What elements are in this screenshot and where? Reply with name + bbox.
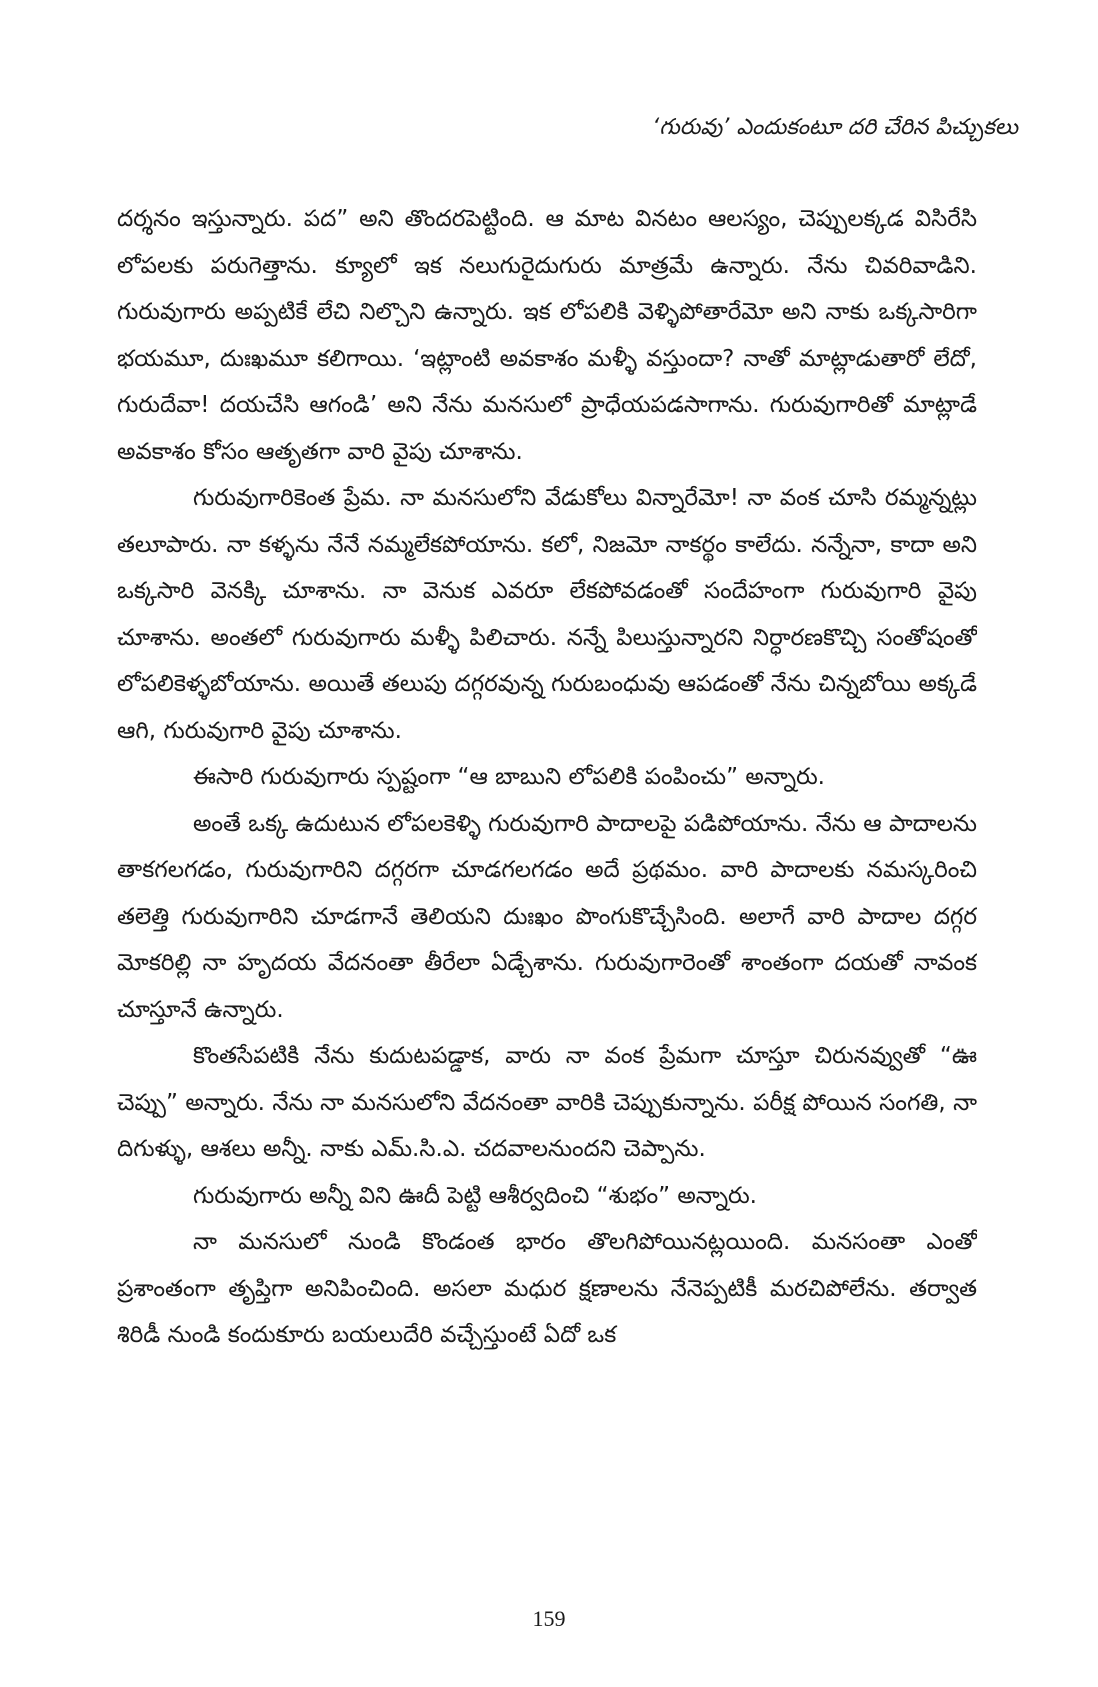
body-text bbox=[117, 196, 977, 1556]
page-number: 159 bbox=[532, 1606, 566, 1631]
paragraph: గురువుగారు అన్నీ విని ఊదీ పెట్టి ఆశీర్వదించి “శుభం” అన్నారు. bbox=[193, 1182, 757, 1209]
paragraph: దర్శనం ఇస్తున్నారు. పద” అని తొందరపెట్టింది. ఆ మాట వినటం ఆలస్యం, చెప్పులక్కడ విసిరేసి లోపలకు పరుగెత్తాను. క్యూలో ఇక నలుగురైదుగురు మాత్రమే ఉన్నారు. నేను చివరివాడిని. గురువుగారు అప్పటికే లేచి నిల్చొని ఉన్నారు. ఇక లోపలికి వెళ్ళిపోతారేమో అని నాకు ఒక్కసారిగా భయమూ, దుఃఖమూ కలిగాయి. ‘ఇట్లాంటి అవకాశం మళ్ళీ వస్తుందా? నాతో మాట్లాడుతారో లేదో, గురుదేవా! దయచేసి ఆగండి’ అని నేను మనసులో ప్రాధేయపడసాగాను. గురువుగారితో మాట్లాడే అవకాశం కోసం ఆతృతగా వారి వైపు చూశాను. bbox=[117, 206, 977, 465]
paragraph: అంతే ఒక్క ఉదుటున లోపలకెళ్ళి గురువుగారి పాదాలపై పడిపోయాను. నేను ఆ పాదాలను తాకగలగడం, గురువుగారిని దగ్గరగా చూడగలగడం అదే ప్రథమం. వారి పాదాలకు నమస్కరించి తలెత్తి గురువుగారిని చూడగానే తెలియని దుఃఖం పొంగుకొచ్చేసింది. అలాగే వారి పాదాల దగ్గర మోకరిల్లి నా హృదయ వేదనంతా తీరేలా ఏడ్చేశాను. గురువుగారెంతో శాంతంగా దయతో నావంక చూస్తూనే ఉన్నారు. bbox=[117, 810, 977, 1023]
paragraph: నా మనసులో నుండి కొండంత భారం తొలగిపోయినట్లయింది. మనసంతా ఎంతో ప్రశాంతంగా తృప్తిగా అనిపించింది. అసలా మధుర క్షణాలను నేనెప్పటికీ మరచిపోలేను. తర్వాత శిరిడీ నుండి కందుకూరు బయలుదేరి వచ్చేస్తుంటే ఏదో ఒక bbox=[117, 1229, 977, 1348]
running-header: ‘గురువు’ ఎందుకంటూ దరి చేరిన పిచ్చుకలు bbox=[652, 115, 1018, 140]
paragraph: కొంతసేపటికి నేను కుదుటపడ్డాక, వారు నా వంక ప్రేమగా చూస్తూ చిరునవ్వుతో “ఊ చెప్పు” అన్నారు. నేను నా మనసులోని వేదనంతా వారికి చెప్పుకున్నాను. పరీక్ష పోయిన సంగతి, నా దిగుళ్ళు, ఆశలు అన్నీ. నాకు ఎమ్.సి.ఎ. చదవాలనుందని చెప్పాను. bbox=[117, 1043, 977, 1162]
paragraph: గురువుగారికెంత ప్రేమ. నా మనసులోని వేడుకోలు విన్నారేమో! నా వంక చూసి రమ్మన్నట్లు తలూపారు. నా కళ్ళను నేనే నమ్మలేకపోయాను. కలో, నిజమో నాకర్థం కాలేదు. నన్నేనా, కాదా అని ఒక్కసారి వెనక్కి చూశాను. నా వెనుక ఎవరూ లేకపోవడంతో సందేహంగా గురువుగారి వైపు చూశాను. అంతలో గురువుగారు మళ్ళీ పిలిచారు. నన్నే పిలుస్తున్నారని నిర్ధారణకొచ్చి సంతోషంతో లోపలికెళ్ళబోయాను. అయితే తలుపు దగ్గరవున్న గురుబంధువు ఆపడంతో నేను చిన్నబోయి అక్కడే ఆగి, గురువుగారి వైపు చూశాను. bbox=[117, 485, 977, 744]
paragraph: ఈసారి గురువుగారు స్పష్టంగా “ఆ బాబుని లోపలికి పంపించు” అన్నారు. bbox=[193, 764, 825, 790]
